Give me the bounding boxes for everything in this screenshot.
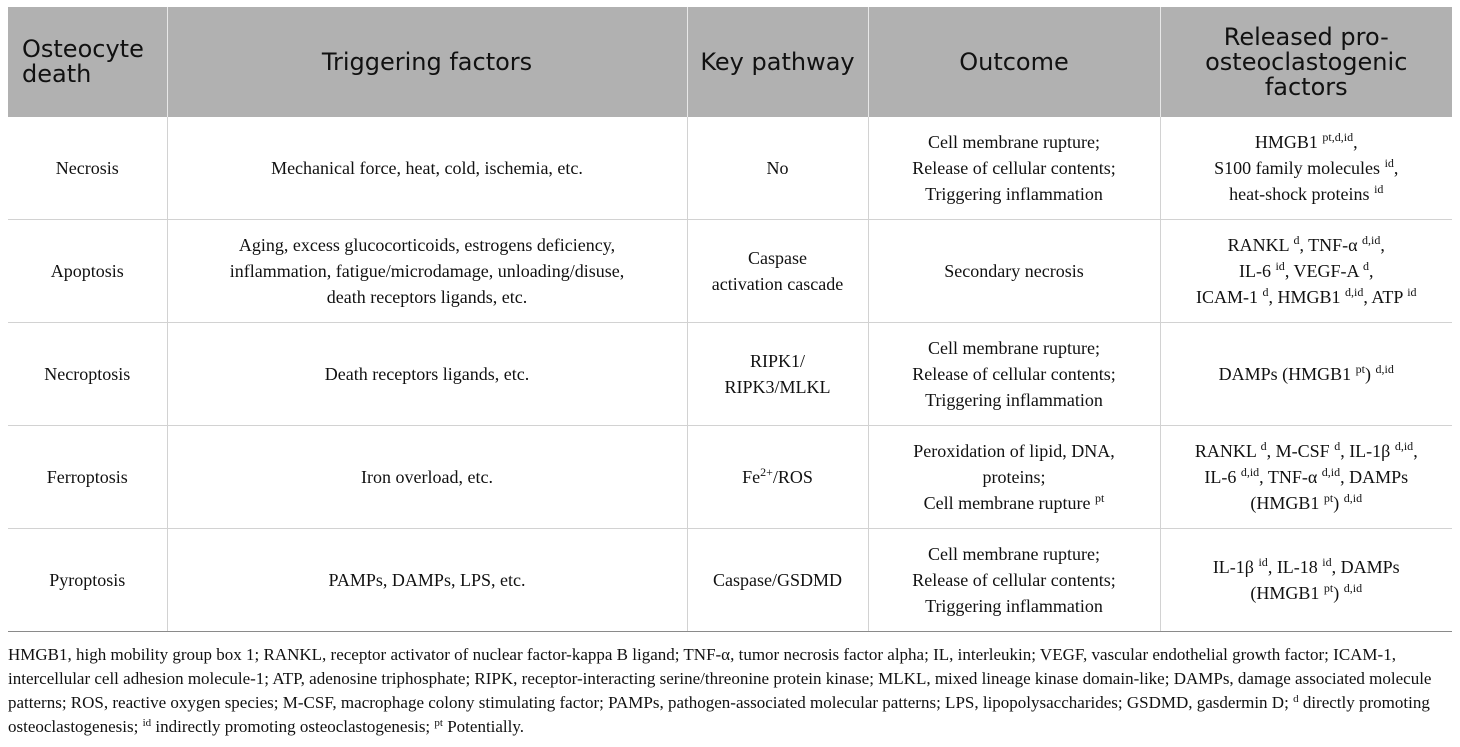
cell-outcome: Secondary necrosis	[868, 220, 1160, 323]
table-row	[8, 117, 1452, 220]
cell-key-pathway: Caspase activation cascade	[687, 220, 868, 323]
cell-triggering-factors: Aging, excess glucocorticoids, estrogens deficiency, inflammation, fatigue/microdamage, unloading/disuse, death receptors ligands, etc.	[167, 220, 687, 323]
cell-death-type: Ferroptosis	[8, 426, 167, 529]
osteocyte-death-table	[8, 7, 1452, 632]
cell-outcome: Cell membrane rupture; Release of cellular contents; Triggering inflammation	[868, 323, 1160, 426]
header-row	[8, 7, 1452, 117]
header-outcome: Outcome	[868, 7, 1160, 117]
cell-triggering-factors: Mechanical force, heat, cold, ischemia, etc.	[167, 117, 687, 220]
table-row	[8, 529, 1452, 632]
cell-released-factors: DAMPs (HMGB1 $^{pt}$) $^{d,id}$	[1160, 323, 1452, 426]
cell-death-type: Necroptosis	[8, 323, 167, 426]
cell-triggering-factors: Death receptors ligands, etc.	[167, 323, 687, 426]
cell-key-pathway: Caspase/GSDMD	[687, 529, 868, 632]
table-row	[8, 220, 1452, 323]
cell-death-type: Apoptosis	[8, 220, 167, 323]
cell-key-pathway: RIPK1/ RIPK3/MLKL	[687, 323, 868, 426]
cell-death-type: Necrosis	[8, 117, 167, 220]
cell-released-factors: RANKL $^d$, M-CSF $^d$, IL-1β $^{d,id}$, IL-6 $^{d,id}$, TNF-α $^{d,id}$, DAMPs (HMGB1 $^{pt}$) $^{d,id}$	[1160, 426, 1452, 529]
header-osteocyte-death: Osteocyte death	[8, 7, 167, 117]
table-row	[8, 323, 1452, 426]
cell-key-pathway: $Fe^{2+}$/ROS	[687, 426, 868, 529]
cell-released-factors: IL-1β $^{id}$, IL-18 $^{id}$, DAMPs (HMGB1 $^{pt}$) $^{d,id}$	[1160, 529, 1452, 632]
cell-death-type: Pyroptosis	[8, 529, 167, 632]
cell-key-pathway: No	[687, 117, 868, 220]
cell-outcome: Peroxidation of lipid, DNA, proteins; Cell membrane rupture $^{pt}$	[868, 426, 1160, 529]
table-container	[8, 7, 1452, 632]
table-row	[8, 426, 1452, 529]
header-triggering-factors: Triggering factors	[167, 7, 687, 117]
cell-outcome: Cell membrane rupture; Release of cellular contents; Triggering inflammation	[868, 529, 1160, 632]
header-key-pathway: Key pathway	[687, 7, 868, 117]
table-footnote: HMGB1, high mobility group box 1; RANKL, receptor activator of nuclear factor-kappa B ligand; TNF-α, tumor necrosis factor alpha; IL, interleukin; VEGF, vascular endothelial growth factor; ICAM-1, intercellular cell adhesion molecule-1; ATP, adenosine triphosphate; RIPK, receptor-interacting serine/threonine protein kinase; MLKL, mixed lineage kinase domain-like; DAMPs, damage associated molecule patterns; ROS, reactive oxygen species; M-CSF, macrophage colony stimulating factor; PAMPs, pathogen-associated molecular patterns; LPS, lipopolysaccharides; GSDMD, gasdermin D; $^d$ directly promoting osteoclastogenesis; $^{id}$ indirectly promoting osteoclastogenesis; $^{pt}$ Potentially.	[8, 645, 1432, 736]
header-released-factors: Released pro- osteoclastogenic factors	[1160, 7, 1452, 117]
cell-released-factors: HMGB1 $^{pt,d,id}$, S100 family molecules $^{id}$, heat-shock proteins $^{id}$	[1160, 117, 1452, 220]
cell-triggering-factors: Iron overload, etc.	[167, 426, 687, 529]
cell-triggering-factors: PAMPs, DAMPs, LPS, etc.	[167, 529, 687, 632]
cell-released-factors: RANKL $^d$, TNF-α $^{d,id}$, IL-6 $^{id}$, VEGF-A $^d$, ICAM-1 $^d$, HMGB1 $^{d,id}$, ATP $^{id}$	[1160, 220, 1452, 323]
cell-outcome: Cell membrane rupture; Release of cellular contents; Triggering inflammation	[868, 117, 1160, 220]
